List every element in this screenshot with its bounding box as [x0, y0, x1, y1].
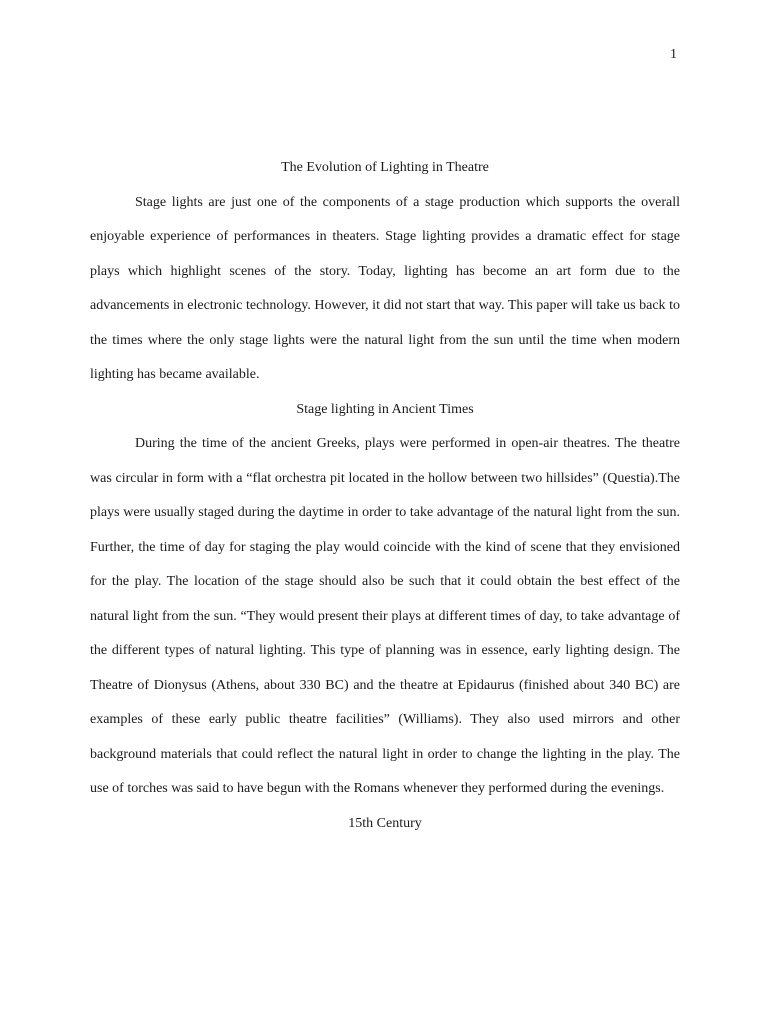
section-heading-ancient-times: Stage lighting in Ancient Times [296, 401, 474, 417]
section-heading-15th-century: 15th Century [348, 815, 422, 831]
ancient-times-paragraph: During the time of the ancient Greeks, plays were performed in open-air theatres. The theatre was circular in form with a “flat orchestra pit located in the hollow between two hillsides” (Questia).The plays were usually staged during the daytime in order to take advantage of the natural light from the sun. Further, the time of day for staging the play would coincide with the kind of scene that they envisioned for the play. The location of the stage should also be such that it could obtain the best effect of the natural light from the sun. “They would present their plays at different times of day, to take advantage of the different types of natural lighting. This type of planning was in essence, early lighting design. The Theatre of Dionysus (Athens, about 330 BC) and the theatre at Epidaurus (finished about 340 BC) are examples of these early public theatre facilities” (Williams). They also used mirrors and other background materials that could reflect the natural light in order to change the lighting in the play. The use of torches was said to have begun with the Romans whenever they performed during the evenings. [90, 436, 680, 796]
document-title: The Evolution of Lighting in Theatre [281, 160, 489, 175]
page-number: 1 [670, 47, 677, 62]
document-body [90, 151, 680, 841]
intro-paragraph: Stage lights are just one of the components of a stage production which supports the overall enjoyable experience of performances in theaters. Stage lighting provides a dramatic effect for stage plays which highlight scenes of the story. Today, lighting has become an art form due to the advancements in electronic technology. However, it did not start that way. This paper will take us back to the times where the only stage lights were the natural light from the sun until the time when modern lighting has became available. [90, 194, 680, 382]
